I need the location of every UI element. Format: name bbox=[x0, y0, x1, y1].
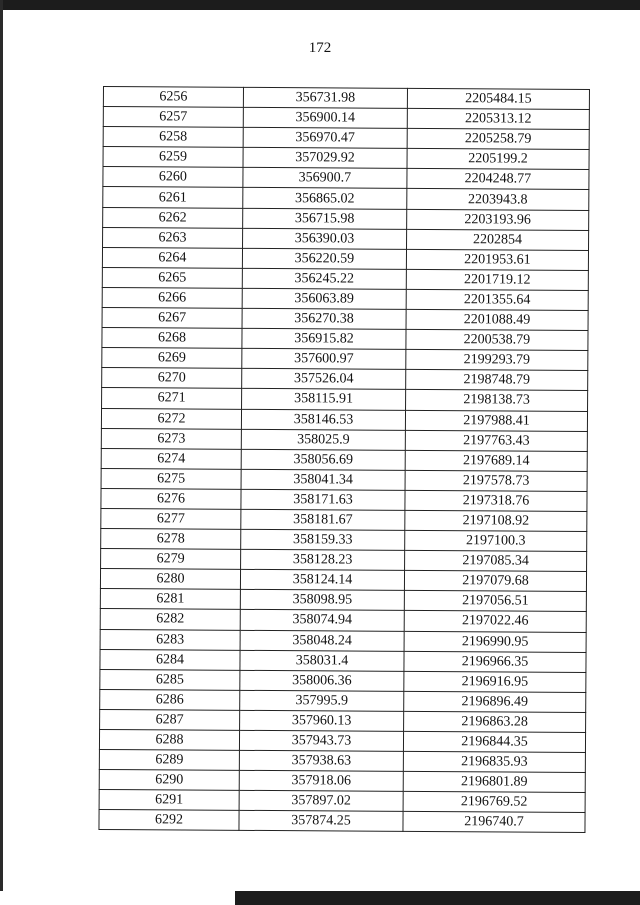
y-coordinate-cell: 2197763.43 bbox=[405, 430, 587, 451]
y-coordinate-cell: 2197108.92 bbox=[405, 510, 587, 531]
table-row bbox=[101, 448, 587, 471]
point-number-cell: 6290 bbox=[99, 770, 239, 791]
x-coordinate-cell: 356915.82 bbox=[242, 328, 406, 349]
y-coordinate-cell: 2200538.79 bbox=[406, 329, 588, 350]
table-row bbox=[102, 308, 588, 331]
point-number-cell: 6278 bbox=[101, 529, 241, 550]
y-coordinate-cell: 2201719.12 bbox=[406, 269, 588, 290]
x-coordinate-cell: 356731.98 bbox=[243, 87, 407, 108]
table-row bbox=[103, 127, 589, 150]
coordinates-table bbox=[98, 86, 590, 833]
y-coordinate-cell: 2201355.64 bbox=[406, 289, 588, 310]
y-coordinate-cell: 2196835.93 bbox=[403, 751, 585, 772]
table-row bbox=[101, 408, 587, 431]
point-number-cell: 6265 bbox=[102, 267, 242, 288]
table-row bbox=[103, 227, 589, 250]
point-number-cell: 6263 bbox=[103, 227, 243, 248]
point-number-cell: 6287 bbox=[100, 709, 240, 730]
x-coordinate-cell: 358031.4 bbox=[240, 650, 404, 671]
x-coordinate-cell: 358181.67 bbox=[241, 509, 405, 530]
y-coordinate-cell: 2204248.77 bbox=[407, 169, 589, 190]
coordinates-table-body bbox=[99, 87, 590, 833]
table-row bbox=[103, 167, 589, 190]
table-row bbox=[102, 368, 588, 391]
point-number-cell: 6268 bbox=[102, 328, 242, 349]
table-row bbox=[99, 750, 585, 773]
point-number-cell: 6260 bbox=[103, 167, 243, 188]
scan-edge-top bbox=[0, 0, 640, 10]
point-number-cell: 6289 bbox=[99, 750, 239, 771]
y-coordinate-cell: 2196990.95 bbox=[404, 631, 586, 652]
y-coordinate-cell: 2205484.15 bbox=[407, 88, 589, 109]
page-number: 172 bbox=[308, 40, 332, 56]
y-coordinate-cell: 2197079.68 bbox=[404, 571, 586, 592]
y-coordinate-cell: 2196801.89 bbox=[403, 772, 585, 793]
point-number-cell: 6266 bbox=[102, 287, 242, 308]
point-number-cell: 6279 bbox=[101, 549, 241, 570]
table-row bbox=[101, 488, 587, 511]
y-coordinate-cell: 2196769.52 bbox=[403, 792, 585, 813]
point-number-cell: 6275 bbox=[101, 468, 241, 489]
x-coordinate-cell: 357874.25 bbox=[239, 811, 403, 832]
y-coordinate-cell: 2196966.35 bbox=[404, 651, 586, 672]
table-row bbox=[100, 609, 586, 632]
point-number-cell: 6274 bbox=[101, 448, 241, 469]
x-coordinate-cell: 356865.02 bbox=[243, 188, 407, 209]
point-number-cell: 6280 bbox=[100, 569, 240, 590]
y-coordinate-cell: 2197022.46 bbox=[404, 611, 586, 632]
table-row bbox=[103, 187, 589, 210]
point-number-cell: 6292 bbox=[99, 810, 239, 831]
table-row bbox=[102, 247, 588, 270]
x-coordinate-cell: 358128.23 bbox=[241, 550, 405, 571]
table-row bbox=[100, 669, 586, 692]
x-coordinate-cell: 358124.14 bbox=[240, 570, 404, 591]
point-number-cell: 6264 bbox=[102, 247, 242, 268]
point-number-cell: 6291 bbox=[99, 790, 239, 811]
x-coordinate-cell: 356220.59 bbox=[242, 248, 406, 269]
point-number-cell: 6262 bbox=[103, 207, 243, 228]
x-coordinate-cell: 358146.53 bbox=[241, 409, 405, 430]
table-row bbox=[102, 388, 588, 411]
y-coordinate-cell: 2197988.41 bbox=[405, 410, 587, 431]
table-row bbox=[100, 709, 586, 732]
point-number-cell: 6281 bbox=[100, 589, 240, 610]
point-number-cell: 6258 bbox=[103, 127, 243, 148]
y-coordinate-cell: 2197100.3 bbox=[405, 530, 587, 551]
point-number-cell: 6284 bbox=[100, 649, 240, 670]
x-coordinate-cell: 357938.63 bbox=[239, 750, 403, 771]
y-coordinate-cell: 2201953.61 bbox=[406, 249, 588, 270]
table-row bbox=[99, 810, 585, 833]
x-coordinate-cell: 357995.9 bbox=[240, 690, 404, 711]
table-row bbox=[103, 207, 589, 230]
point-number-cell: 6272 bbox=[101, 408, 241, 429]
point-number-cell: 6285 bbox=[100, 669, 240, 690]
table-row bbox=[103, 87, 589, 110]
y-coordinate-cell: 2197689.14 bbox=[405, 450, 587, 471]
x-coordinate-cell: 356715.98 bbox=[243, 208, 407, 229]
y-coordinate-cell: 2202854 bbox=[407, 229, 589, 250]
table-row bbox=[101, 428, 587, 451]
x-coordinate-cell: 358098.95 bbox=[240, 590, 404, 611]
x-coordinate-cell: 356390.03 bbox=[243, 228, 407, 249]
x-coordinate-cell: 358171.63 bbox=[241, 489, 405, 510]
point-number-cell: 6270 bbox=[102, 368, 242, 389]
x-coordinate-cell: 356245.22 bbox=[242, 268, 406, 289]
point-number-cell: 6256 bbox=[103, 87, 243, 108]
y-coordinate-cell: 2197318.76 bbox=[405, 490, 587, 511]
point-number-cell: 6277 bbox=[101, 508, 241, 529]
x-coordinate-cell: 357943.73 bbox=[239, 730, 403, 751]
x-coordinate-cell: 357918.06 bbox=[239, 771, 403, 792]
point-number-cell: 6259 bbox=[103, 147, 243, 168]
x-coordinate-cell: 358115.91 bbox=[242, 389, 406, 410]
table-row bbox=[100, 569, 586, 592]
table-row bbox=[102, 267, 588, 290]
table-row bbox=[100, 689, 586, 712]
x-coordinate-cell: 358074.94 bbox=[240, 610, 404, 631]
point-number-cell: 6288 bbox=[99, 729, 239, 750]
table-row bbox=[102, 348, 588, 371]
table-row bbox=[101, 529, 587, 552]
x-coordinate-cell: 358006.36 bbox=[240, 670, 404, 691]
table-row bbox=[103, 147, 589, 170]
y-coordinate-cell: 2196863.28 bbox=[404, 711, 586, 732]
point-number-cell: 6257 bbox=[103, 107, 243, 128]
point-number-cell: 6267 bbox=[102, 308, 242, 329]
y-coordinate-cell: 2205258.79 bbox=[407, 129, 589, 150]
table-row bbox=[100, 629, 586, 652]
y-coordinate-cell: 2196844.35 bbox=[403, 731, 585, 752]
y-coordinate-cell: 2196896.49 bbox=[404, 691, 586, 712]
table-row bbox=[99, 790, 585, 813]
table-row bbox=[102, 287, 588, 310]
x-coordinate-cell: 357960.13 bbox=[240, 710, 404, 731]
x-coordinate-cell: 357526.04 bbox=[242, 369, 406, 390]
y-coordinate-cell: 2205199.2 bbox=[407, 149, 589, 170]
y-coordinate-cell: 2203193.96 bbox=[407, 209, 589, 230]
y-coordinate-cell: 2201088.49 bbox=[406, 309, 588, 330]
x-coordinate-cell: 356900.14 bbox=[243, 107, 407, 128]
point-number-cell: 6276 bbox=[101, 488, 241, 509]
point-number-cell: 6283 bbox=[100, 629, 240, 650]
table-row bbox=[102, 328, 588, 351]
table-row bbox=[101, 549, 587, 572]
x-coordinate-cell: 356900.7 bbox=[243, 168, 407, 189]
x-coordinate-cell: 358048.24 bbox=[240, 630, 404, 651]
scan-edge-bottom-gap bbox=[0, 891, 235, 905]
x-coordinate-cell: 356970.47 bbox=[243, 128, 407, 149]
table-row bbox=[103, 107, 589, 130]
y-coordinate-cell: 2199293.79 bbox=[406, 350, 588, 371]
x-coordinate-cell: 358159.33 bbox=[241, 529, 405, 550]
y-coordinate-cell: 2203943.8 bbox=[407, 189, 589, 210]
point-number-cell: 6273 bbox=[101, 428, 241, 449]
y-coordinate-cell: 2196916.95 bbox=[404, 671, 586, 692]
table-row bbox=[100, 649, 586, 672]
y-coordinate-cell: 2198748.79 bbox=[406, 370, 588, 391]
y-coordinate-cell: 2205313.12 bbox=[407, 108, 589, 129]
x-coordinate-cell: 358056.69 bbox=[241, 449, 405, 470]
y-coordinate-cell: 2196740.7 bbox=[403, 812, 585, 833]
x-coordinate-cell: 356270.38 bbox=[242, 308, 406, 329]
y-coordinate-cell: 2197578.73 bbox=[405, 470, 587, 491]
point-number-cell: 6271 bbox=[102, 388, 242, 409]
x-coordinate-cell: 357600.97 bbox=[242, 349, 406, 370]
y-coordinate-cell: 2197085.34 bbox=[405, 551, 587, 572]
table-row bbox=[99, 770, 585, 793]
y-coordinate-cell: 2198138.73 bbox=[406, 390, 588, 411]
x-coordinate-cell: 356063.89 bbox=[242, 288, 406, 309]
x-coordinate-cell: 357897.02 bbox=[239, 791, 403, 812]
point-number-cell: 6261 bbox=[103, 187, 243, 208]
table-row bbox=[101, 468, 587, 491]
x-coordinate-cell: 358041.34 bbox=[241, 469, 405, 490]
table-row bbox=[101, 508, 587, 531]
x-coordinate-cell: 358025.9 bbox=[241, 429, 405, 450]
x-coordinate-cell: 357029.92 bbox=[243, 148, 407, 169]
point-number-cell: 6286 bbox=[100, 689, 240, 710]
table-row bbox=[99, 729, 585, 752]
table-row bbox=[100, 589, 586, 612]
scan-edge-left bbox=[0, 0, 3, 905]
y-coordinate-cell: 2197056.51 bbox=[404, 591, 586, 612]
point-number-cell: 6269 bbox=[102, 348, 242, 369]
point-number-cell: 6282 bbox=[100, 609, 240, 630]
